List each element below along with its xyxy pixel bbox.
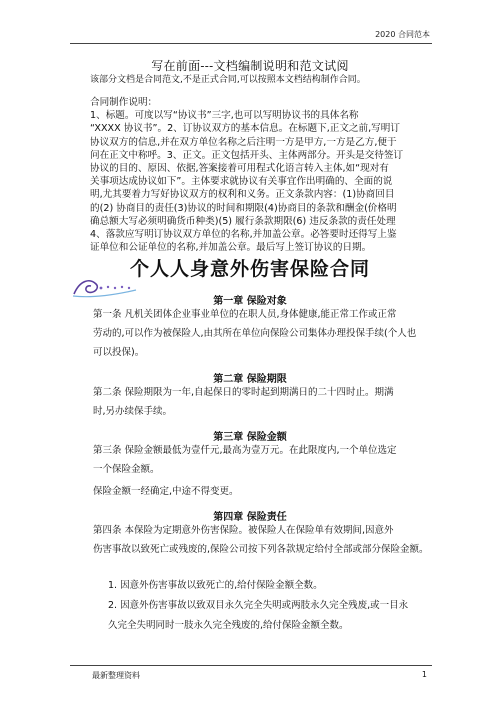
- explain-line: 关事项达成协议如下”。主体要求就协议有关事宜作出明确的、全面的说: [90, 176, 393, 188]
- document-title: 个人人身意外伤害保险合同: [129, 258, 370, 280]
- article-line: 时,另办续保手续。: [93, 406, 173, 417]
- explain-line: 确总额大写必须明确货币种类)(5) 履行条款期限(6) 违反条款的责任处理: [90, 215, 396, 227]
- article-line: 劳动的,可以作为被保险人,由其所在单位向保险公司集体办理投保手续(个人也: [93, 328, 417, 339]
- benefit-list: [108, 576, 438, 636]
- chapter-heading: 第一章 保险对象: [213, 296, 287, 307]
- explain-line: 合同制作说明：: [90, 97, 158, 108]
- list-item: 2. 因意外伤害事故以致双目永久完全失明或两肢永久完全残废,或一目永: [108, 600, 409, 611]
- article-line: 保险金额一经确定,中途不得变更。: [93, 486, 239, 497]
- article-2: [93, 383, 433, 421]
- chapter-heading: 第二章 保险期限: [213, 374, 287, 385]
- list-item: 久完全失明同时一肢永久完全残废的,给付保险金额全数。: [108, 620, 349, 631]
- article-line: 第三条 保险金额最低为壹仟元,最高为壹万元。在此限度内,一个单位选定: [93, 445, 397, 456]
- article-line: 第二条 保险期限为一年,自起保日的零时起到期满日的二十四时止。期满: [93, 387, 394, 398]
- list-item: 1. 因意外伤害事故以致死亡的,给付保险金额全数。: [108, 580, 323, 591]
- header-divider: [70, 43, 432, 44]
- explain-line: 证单位和公证单位的名称,并加盖公章。最后写上签订协议的日期。: [90, 242, 372, 254]
- intro-title: 写在前面---文档编制说明和范文试阅: [151, 59, 349, 73]
- chapter-heading: 第四章 保险责任: [213, 512, 287, 523]
- article-4: [93, 521, 433, 559]
- page-number: 1: [421, 670, 427, 679]
- explain-line: 4、落款应写明订协议双方单位的名称,并加盖公章。必答要时还得写上鉴: [90, 229, 397, 241]
- chapter-heading: 第三章 保险金额: [213, 432, 287, 443]
- article-3-note: [93, 482, 433, 501]
- footer-label: 最新整理资料: [92, 671, 140, 680]
- article-line: 伤害事故以致死亡或残废的,保险公司按下列各款规定给付全部或部分保险金额。: [93, 544, 429, 555]
- article-line: 第四条 本保险为定期意外伤害保险。被保险人在保险单有效期间,因意外: [93, 525, 394, 536]
- article-line: 可以投保)。: [93, 347, 145, 358]
- article-1: [93, 305, 433, 362]
- article-3: [93, 441, 433, 479]
- explain-line: 1、标题。可度以写“协议书”三字,也可以写明协议书的具体名称: [90, 110, 359, 122]
- explain-block: [90, 96, 428, 254]
- header-label: 2020 合同范本: [375, 30, 430, 39]
- explain-line: “XXXX 协议书”。2、订协议双方的基本信息。在标题下,正文之前,写明订: [90, 123, 400, 135]
- explain-line: 协议的目的、原因、依据,答案接着可用程式化语言转入主体,如“现对有: [90, 163, 389, 175]
- explain-line: 协议双方的信息,并在双方单位名称之后注明一方是甲方,一方是乙方,便于: [90, 136, 397, 148]
- intro-note: 该部分文档是合同范文,不是正式合同,可以按照本文档结构制作合同。: [90, 75, 366, 85]
- explain-line: 问在正文中称呼。3、正文。正文包括开头、主体两部分。开头是交待签订: [90, 149, 404, 161]
- explain-line: 的(2) 协商目的责任(3)协议的时间和期限(4)协商目的条款和酬金(价格明: [90, 202, 397, 214]
- article-line: 一个保险金额。: [93, 464, 160, 475]
- explain-line: 明,尤其要着力写好协议双方的权利和义务。正文条款内容：(1)协商回目: [90, 189, 395, 201]
- article-line: 第一条 凡机关团体企业事业单位的在职人员,身体健康,能正常工作或正常: [93, 309, 397, 320]
- footer-divider: [70, 665, 432, 666]
